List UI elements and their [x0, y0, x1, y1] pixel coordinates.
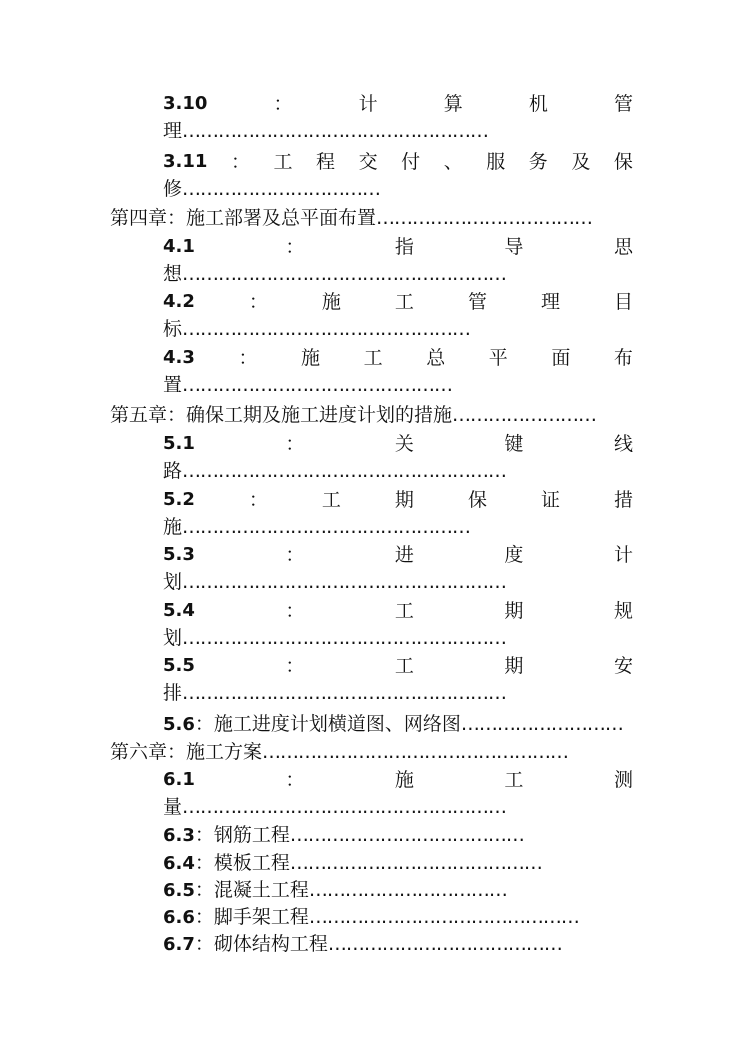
leader-dots: ………………………………………	[182, 374, 453, 396]
section-number: 6.5	[163, 880, 195, 901]
section-number: 5.1	[163, 433, 195, 454]
leader-dots: ……………………………	[308, 879, 507, 901]
chapter-title: 第五章：确保工期及施工进度计划的措施	[110, 404, 453, 426]
section-number: 6.3	[163, 825, 195, 846]
toc-entry-6-6	[163, 905, 579, 930]
leader-dots: ………………………………………………	[182, 571, 507, 593]
leader-dots: …………………………………	[327, 933, 562, 955]
toc-chapter-5	[110, 403, 596, 427]
chapter-title: 第六章：施工方案	[110, 741, 263, 763]
toc-entry-5-1: 5.1 ： 关 键 线	[163, 433, 633, 455]
toc-entry-5-1-cont: 路………………………………………………	[163, 460, 507, 482]
section-number: 6.6	[163, 907, 195, 928]
section-number: 3.11	[163, 151, 208, 172]
toc-entry-4-2-cont: 标…………………………………………	[163, 318, 471, 340]
entry-title: ：钢筋工程	[194, 824, 290, 846]
toc-entry-5-2-cont: 施…………………………………………	[163, 516, 471, 538]
toc-entry-5-4: 5.4 ： 工 期 规	[163, 600, 633, 622]
leader-dots: ………………………………………………	[182, 263, 507, 285]
leader-dots: ……………………………………………	[262, 741, 569, 763]
entry-title: ：砌体结构工程	[194, 933, 328, 955]
toc-entry-3-11-cont: 修……………………………	[163, 178, 381, 200]
toc-entry-6-7	[163, 932, 562, 957]
toc-entry-6-1-cont: 量………………………………………………	[163, 796, 507, 818]
toc-entry-3-10: 3.10 ： 计 算 机 管	[163, 93, 633, 115]
leader-dots: …………………………………………	[182, 318, 471, 340]
toc-entry-3-11: 3.11 ： 工 程 交 付 、 服 务 及 保	[163, 151, 633, 173]
leader-dots: ……………………………	[182, 178, 381, 200]
section-number: 5.5	[163, 655, 195, 676]
section-number: 6.7	[163, 934, 195, 955]
leader-dots: ………………………………………………	[182, 796, 507, 818]
entry-title: ：模板工程	[194, 852, 290, 874]
toc-entry-4-3-cont: 置………………………………………	[163, 374, 453, 396]
toc-chapter-4	[110, 206, 592, 230]
toc-entry-5-3: 5.3 ： 进 度 计	[163, 544, 633, 566]
leader-dots: ………………………………………………	[182, 460, 507, 482]
entry-title: ：施工进度计划横道图、网络图	[194, 713, 461, 735]
section-number: 6.1	[163, 769, 195, 790]
toc-entry-5-5: 5.5 ： 工 期 安	[163, 655, 633, 677]
section-number: 3.10	[163, 93, 208, 114]
leader-dots: ………………………………………	[308, 906, 579, 928]
leader-dots: ……………………………………	[289, 852, 542, 874]
leader-dots: …………………………………	[289, 824, 524, 846]
leader-dots: ………………………………………………	[182, 682, 507, 704]
toc-entry-5-3-cont: 划………………………………………………	[163, 571, 507, 593]
leader-dots: ……………………	[452, 404, 597, 426]
toc-entry-5-4-cont: 划………………………………………………	[163, 627, 507, 649]
toc-entry-6-5	[163, 878, 507, 903]
toc-entry-6-3	[163, 823, 524, 848]
toc-entry-6-1: 6.1 ： 施 工 测	[163, 769, 633, 791]
chapter-title: 第四章：施工部署及总平面布置	[110, 207, 377, 229]
leader-dots: ……………………………………………	[182, 120, 489, 142]
leader-dots: ………………………………………………	[182, 627, 507, 649]
leader-dots: ………………………………	[376, 207, 593, 229]
entry-title: ：混凝土工程	[194, 879, 309, 901]
section-number: 5.3	[163, 544, 195, 565]
toc-entry-5-6	[163, 712, 623, 737]
toc-entry-4-3: 4.3 ： 施 工 总 平 面 布	[163, 347, 633, 369]
toc-chapter-6	[110, 740, 568, 764]
leader-dots: ………………………	[460, 713, 623, 735]
toc-entry-5-5-cont: 排………………………………………………	[163, 682, 507, 704]
section-number: 5.6	[163, 714, 195, 735]
section-number: 5.2	[163, 489, 195, 510]
toc-entry-5-2: 5.2 ： 工 期 保 证 措	[163, 489, 633, 511]
section-number: 6.4	[163, 853, 195, 874]
toc-entry-3-10-cont: 理……………………………………………	[163, 120, 489, 142]
toc-entry-4-2: 4.2 ： 施 工 管 理 目	[163, 291, 633, 313]
section-number: 4.3	[163, 347, 195, 368]
section-number: 4.2	[163, 291, 195, 312]
toc-entry-4-1-cont: 想………………………………………………	[163, 263, 507, 285]
toc-entry-4-1: 4.1 ： 指 导 思	[163, 236, 633, 258]
section-number: 4.1	[163, 236, 195, 257]
entry-title: ：脚手架工程	[194, 906, 309, 928]
toc-entry-6-4	[163, 851, 542, 876]
leader-dots: …………………………………………	[182, 516, 471, 538]
section-number: 5.4	[163, 600, 195, 621]
